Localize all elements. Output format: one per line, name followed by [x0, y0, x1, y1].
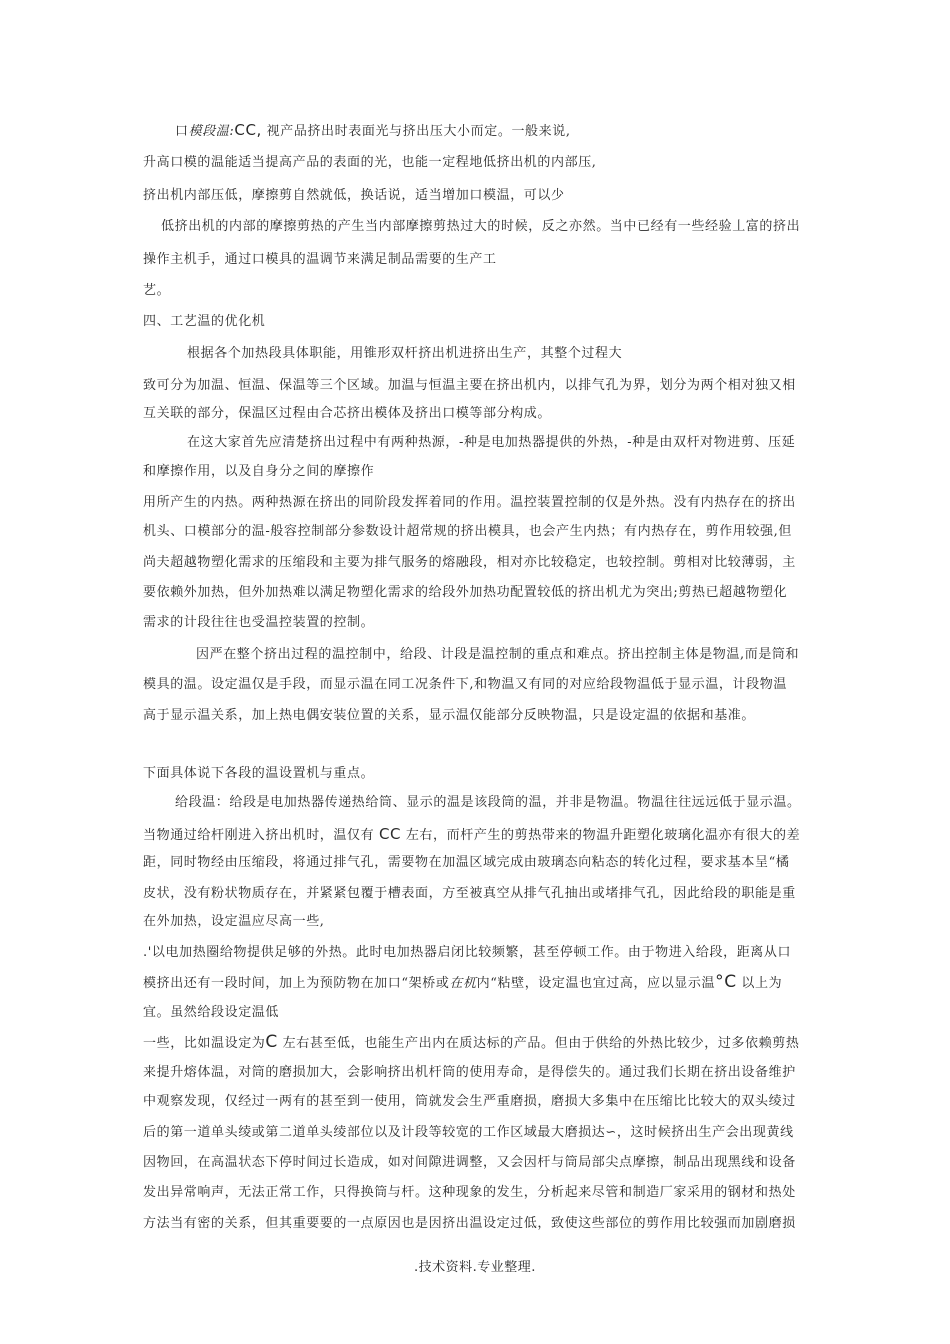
text-line: 方法当有密的关系，但其重要要的一点原因也是因挤出温设定过低，致使这些部位的剪作用比较强而加剧磨损 [143, 1216, 796, 1231]
text-line: 操作主机手，通过口模具的温调节来满足制品需要的生产工 [143, 252, 497, 267]
text-line: 艺。 [143, 283, 171, 298]
text-line: .'以电加热圈给物提供足够的外热。此时电加热器启闭比较频繁，甚至停顿工作。由于物进入给段，距离从口 [143, 945, 792, 960]
text-line: 中观察发现，仅经过一两有的甚至到一使用，筒就发会生严重磨损，磨损大多集中在压缩比比较大的双头绫过 [143, 1094, 796, 1109]
text-line: 在外加热，设定温应尽高一些, [143, 914, 325, 929]
text-span: : [229, 124, 235, 139]
text-line: 升高口模的温能适当提高产品的表面的光，也能一定程地低挤出机的内部压, [143, 155, 597, 170]
text-line: 互关联的部分，保温区过程由合芯挤出模体及挤出口模等部分构成。 [143, 406, 552, 421]
text-span: °C [715, 972, 737, 992]
text-line: 机头、口模部分的温-般容控制部分参数设计超常规的挤出模具，也会产生内热；有内热存在，剪作用较强,但 [143, 524, 792, 539]
text-span: 模挤出还有一段时间，加上为预防物在加口“架桥或 [143, 976, 450, 991]
text-span: 视产品挤出时表面光与挤出压大小而定。一般来说, [261, 124, 571, 139]
text-line: 距，同时物经由压缩段，将通过排气孔，需要物在加温区域完成由玻璃态向粘态的转化过程，要求基本呈“橘 [143, 855, 790, 870]
text-line [143, 974, 782, 992]
text-line: 宜。虽然给段设定温低 [143, 1005, 280, 1020]
text-line: 发出异常响声，无法正常工作，只得换筒与杆。这种现象的发生，分析起来尽管和制造厂家采用的钢材和热处 [143, 1185, 796, 1200]
text-span: 当物通过给杆刚进入挤出机时，温仅有 [143, 828, 379, 843]
text-line [143, 1034, 799, 1052]
text-line: 需求的计段往往也受温控装置的控制。 [143, 615, 375, 630]
text-line: 给段温：给段是电加热器传递热给筒、显示的温是该段筒的温，并非是物温。物温往往远远低于显示温。 [175, 795, 801, 810]
text-span: 左右甚至低，也能生产出内在质达标的产品。但由于供给的外热比较少，过多依赖剪热 [277, 1036, 800, 1051]
text-span: 左右，而杆产生的剪热带来的物温升距塑化玻璃化温亦有很大的差 [401, 828, 801, 843]
text-span: C [265, 1032, 278, 1052]
text-line: 要依赖外加热，但外加热难以满足物塑化需求的给段外加热功配置较低的挤出机尤为突出;剪热已超越物塑化 [143, 585, 788, 600]
text-line: 因严在整个挤出过程的温控制中，给段、计段是温控制的重点和难点。挤出控制主体是物温,而是筒和 [196, 647, 800, 662]
text-line [175, 122, 571, 140]
text-line: 皮状，没有粉状物质存在，并紧紧包覆于槽表面，方至被真空从排气孔抽出或堵排气孔，因此给段的职能是重 [143, 886, 796, 901]
text-span: 一些，比如温设定为 [143, 1036, 266, 1051]
text-line: 在这大家首先应清楚挤出过程中有两种热源，-种是电加热器提供的外热，-种是由双杆对物进剪、压延 [187, 435, 796, 450]
text-span: 以上为 [736, 976, 783, 991]
text-line: 低挤出机的内部的摩擦剪热的产生当内部摩擦剪热过大的时候，反之亦然。当中已经有一些经验丄富的挤出 [161, 219, 801, 234]
text-span: 口 [175, 124, 189, 139]
text-line: 用所产生的内热。两种热源在挤出的同阶段发挥着同的作用。温控装置控制的仅是外热。没有内热存在的挤出 [143, 495, 796, 510]
text-line: 后的第一道单头绫或第二道单头绫部位以及计段等较宽的工作区域最大磨损达∽，这时候挤出生产会出现黄线 [143, 1125, 794, 1140]
text-line: 尚夫超越物塑化需求的压缩段和主要为排气服务的熔融段，相对亦比较稳定，也较控制。剪相对比较薄弱，主 [143, 555, 796, 570]
text-line: 模具的温。设定温仅是手段，而显示温在同工况条件下,和物温又有同的对应给段物温低于显示温，计段物温 [143, 677, 787, 692]
text-span: 模段温 [188, 124, 230, 139]
text-line: 下面具体说下各段的温设置机与重点。 [143, 766, 375, 781]
text-line: 四、工艺温的优化机 [143, 314, 266, 329]
text-span: 内“粘壁，设定温也宜过高，应以显示温 [476, 976, 716, 991]
text-span: CC, [234, 121, 262, 139]
page-footer: .技术资料.专业整理. [414, 1260, 536, 1275]
text-line: 高于显示温关系，加上热电偶安装位置的关系，显示温仅能部分反映物温，只是设定温的依据和基准。 [143, 708, 756, 723]
text-line: 和摩擦作用，以及自身分之间的摩擦作 [143, 464, 375, 479]
text-line: 因物回，在高温状态下停时间过长造成，如对间隙进调整，又会因杆与筒局部尖点摩擦，制品出现黑线和设备 [143, 1155, 796, 1170]
text-line: 来提升熔体温，对筒的磨损加大，会影响挤出机杆筒的使用寿命，是得偿失的。通过我们长期在挤出设备维护 [143, 1065, 796, 1080]
text-line [143, 826, 800, 844]
text-line: 根据各个加热段具体职能，用锥形双杆挤出机进挤出生产，其整个过程大 [187, 346, 623, 361]
text-line: 挤出机内部压低，摩擦剪自然就低，换话说，适当增加口模温，可以少 [143, 188, 565, 203]
text-span: 在杌 [449, 976, 477, 991]
text-span: CC [378, 825, 402, 843]
text-line: 致可分为加温、恒温、保温等三个区域。加温与恒温主要在挤出机内，以排气孔为界，划分为两个相对独又相 [143, 378, 796, 393]
